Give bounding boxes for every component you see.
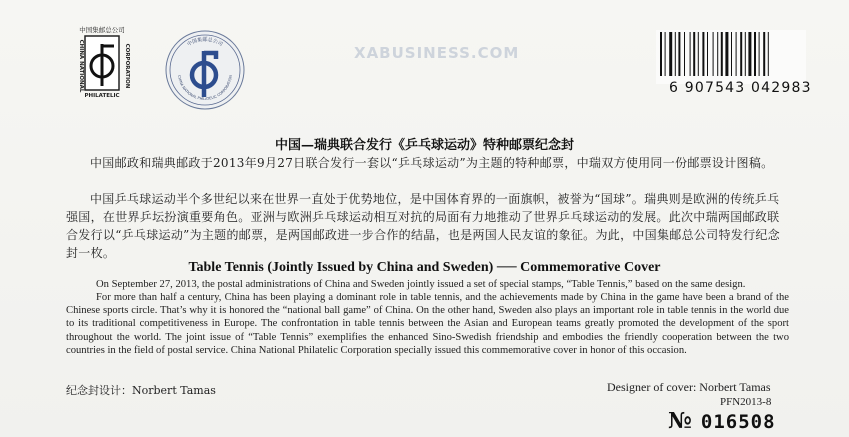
en-paragraph-2: For more than half a century, China has been playing a dominant role in table tennis, and the achievements made by China in the game have been a brand of the Chinese sports circle. That’s why it is honored the “national ball game” of China. On the other hand, Sweden also plays an important role in table tennis in the world due to its traditional competitiveness in Europe. The confrontation in table tennis between the Asian and European teams greatly promoted the development of the sport throughout the world. The joint issue of “Table Tennis” exemplifies the enhanced Sino-Swedish friendship and embodies the friendly cooperation between the two countries in the field of postal service. China National Philatelic Corporation specially issued this commemorative cover in honor of this occasion. bbox=[66, 292, 789, 356]
en-title: Table Tennis (Jointly Issued by China and Sweden) ── Commemorative Cover bbox=[188, 260, 661, 275]
en-paragraph-1: On September 27, 2013, the postal administrations of China and Sweden jointly issued a set of special stamps, “Table Tennis,” based on the same design. bbox=[96, 279, 746, 290]
logo-bottom: PHILATELIC bbox=[84, 93, 120, 99]
cn-paragraph-2: 中国乒乓球运动半个多世纪以来在世界一直处于优势地位，是中国体育界的一面旗帜，被誉为“国球”。瑞典则是欧洲的传统乒乓强国，在世界乒坛扮演重要角色。亚洲与欧洲乒乓球运动相互对抗的局面有力地推动了世界乒乓球运动的发展。此次中瑞两国邮政联合发行以“乒乓球运动”为主题的邮票，是两国邮政进一步合作的结晶，也是两国人民友谊的象征。为此，中国集邮总公司特发行纪念封一枚。 bbox=[66, 192, 780, 260]
serial-digits: 016508 bbox=[700, 411, 776, 433]
cover-code: PFN2013-8 bbox=[720, 396, 772, 408]
seal-ring-cn: 中国集邮总公司 bbox=[186, 37, 224, 48]
logo-cn-text: 中国集邮总公司 bbox=[79, 26, 125, 34]
cn-paragraph-1: 中国邮政和瑞典邮政于2013年9月27日联合发行一套以“乒乓球运动”为主题的特种邮票，中瑞双方使用同一份邮票设计图稿。 bbox=[90, 156, 774, 170]
designer-cn: 纪念封设计：Norbert Tamas bbox=[66, 384, 216, 397]
philatelic-seal-icon bbox=[164, 29, 246, 111]
corporation-logo-icon bbox=[70, 24, 134, 100]
watermark-text: XABUSINESS.COM bbox=[354, 44, 520, 62]
logo-side-right: CORPORATION bbox=[124, 43, 130, 89]
barcode-icon bbox=[656, 30, 806, 84]
seal-ring-en: CHINA NATIONAL PHILATELIC CORPORATION bbox=[177, 74, 233, 102]
serial-number bbox=[668, 408, 776, 434]
designer-en: Designer of cover: Norbert Tamas bbox=[607, 380, 771, 394]
serial-prefix: № bbox=[668, 408, 693, 434]
barcode-number: 6 907543 042983 bbox=[669, 80, 812, 96]
cn-title: 中国—瑞典联合发行《乒乓球运动》特种邮票纪念封 bbox=[274, 138, 574, 153]
logo-side-left: CHINA NATIONAL bbox=[78, 39, 84, 93]
